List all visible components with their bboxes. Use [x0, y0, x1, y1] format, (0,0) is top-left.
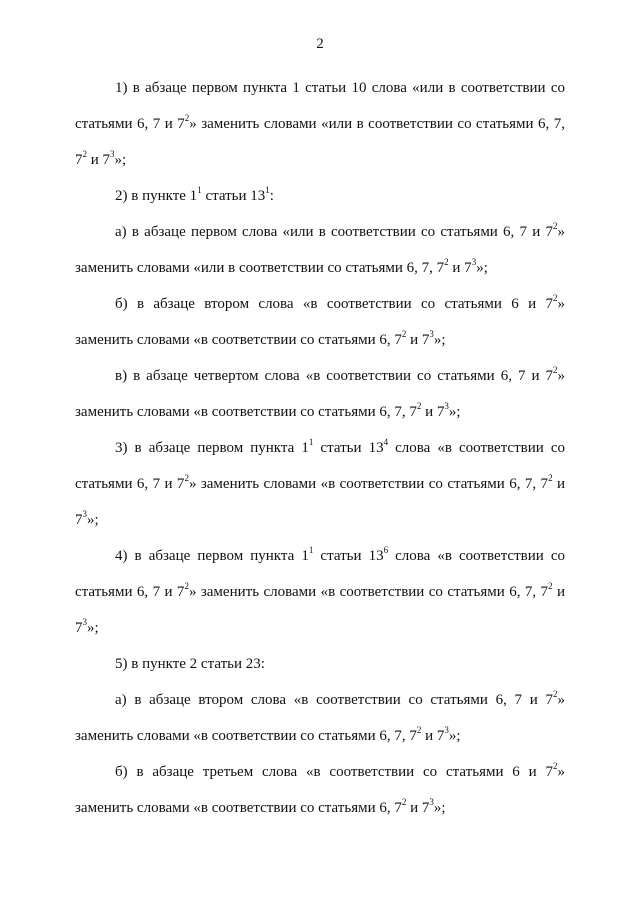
paragraph — [75, 358, 565, 430]
superscript: 2 — [548, 473, 553, 483]
paragraph — [75, 214, 565, 286]
text-run: б) в абзаце втором слова «в соответствии со статьями 6 и 7 — [115, 296, 553, 312]
text-run: »; — [114, 152, 127, 168]
superscript: 4 — [383, 437, 389, 447]
text-run: »; — [87, 620, 99, 636]
paragraph — [75, 178, 565, 214]
document-body — [75, 70, 565, 826]
text-run: и 7 — [75, 476, 566, 528]
text-run: и 7 — [406, 332, 430, 348]
superscript: 2 — [416, 725, 422, 735]
text-run: » заменить словами «в соответствии со статьями 6, 7 — [75, 764, 565, 816]
paragraph — [75, 430, 565, 538]
text-run: в) в абзаце четвертом слова «в соответствии со статьями 6, 7 и 7 — [115, 368, 553, 384]
superscript: 2 — [553, 365, 558, 375]
superscript: 6 — [383, 545, 389, 555]
superscript: 2 — [401, 797, 407, 807]
text-run: 1) в абзаце первом пункта 1 статьи 10 слова «или в соответствии со статьями 6, 7 и 7 — [75, 80, 565, 132]
superscript: 3 — [444, 401, 449, 411]
text-run: слова «в соответствии со статьями 6, 7 и 7 — [75, 440, 565, 492]
text-run: » заменить словами «в соответствии со статьями 6, 7, 7 — [188, 584, 549, 600]
text-run: и 7 — [75, 584, 566, 636]
text-run: и 7 — [406, 800, 430, 816]
text-run: 4) в абзаце первом пункта 1 — [115, 548, 309, 564]
superscript: 3 — [110, 149, 115, 159]
text-run: »; — [87, 512, 99, 528]
paragraph — [75, 754, 565, 826]
paragraph — [75, 682, 565, 754]
superscript: 2 — [184, 473, 189, 483]
superscript: 1 — [308, 437, 314, 447]
text-run: и 7 — [448, 260, 472, 276]
superscript: 1 — [197, 185, 202, 195]
superscript: 2 — [401, 329, 407, 339]
superscript: 2 — [184, 113, 190, 123]
text-run: 3) в абзаце первом пункта 1 — [115, 440, 309, 456]
text-run: и 7 — [87, 152, 111, 168]
text-run: »; — [433, 332, 446, 348]
text-run: » заменить словами «в соответствии со статьями 6, 7, 7 — [188, 476, 549, 492]
text-run: » заменить словами «в соответствии со статьями 6, 7 — [75, 296, 565, 348]
superscript: 3 — [429, 797, 434, 807]
superscript: 2 — [416, 401, 422, 411]
superscript: 2 — [444, 257, 449, 267]
superscript: 2 — [184, 581, 189, 591]
superscript: 3 — [471, 257, 477, 267]
text-run: » заменить словами «в соответствии со статьями 6, 7, 7 — [75, 368, 565, 420]
text-run: слова «в соответствии со статьями 6, 7 и 7 — [75, 548, 565, 600]
text-run: 2) в пункте 1 — [115, 188, 198, 204]
superscript: 3 — [444, 725, 449, 735]
superscript: 3 — [82, 509, 87, 519]
superscript: 2 — [553, 221, 558, 231]
page-number: 2 — [316, 36, 324, 52]
text-run: а) в абзаце первом слова «или в соответствии со статьями 6, 7 и 7 — [115, 224, 553, 240]
superscript: 2 — [553, 293, 558, 303]
paragraph — [75, 70, 565, 178]
superscript: 1 — [308, 545, 314, 555]
text-run: и 7 — [421, 728, 445, 744]
text-run: : — [269, 188, 274, 204]
superscript: 2 — [553, 689, 558, 699]
superscript: 3 — [429, 329, 434, 339]
text-run: статьи 13 — [201, 188, 266, 204]
text-run: статьи 13 — [313, 548, 384, 564]
superscript: 1 — [265, 185, 270, 195]
superscript: 3 — [82, 617, 87, 627]
text-run: а) в абзаце втором слова «в соответствии со статьями 6, 7 и 7 — [115, 692, 553, 708]
paragraph — [75, 646, 565, 682]
superscript: 2 — [82, 149, 87, 159]
text-run: »; — [448, 404, 461, 420]
superscript: 2 — [548, 581, 553, 591]
text-run: »; — [433, 800, 446, 816]
text-run: »; — [448, 728, 461, 744]
text-run: и 7 — [421, 404, 445, 420]
paragraph — [75, 538, 565, 646]
text-run: » заменить словами «в соответствии со статьями 6, 7, 7 — [75, 692, 565, 744]
superscript: 2 — [553, 761, 558, 771]
text-run: »; — [476, 260, 488, 276]
text-run: б) в абзаце третьем слова «в соответствии со статьями 6 и 7 — [115, 764, 553, 780]
text-run: 5) в пункте 2 статьи 23: — [115, 656, 265, 672]
text-run: » заменить словами «или в соответствии со статьями 6, 7, 7 — [75, 224, 565, 276]
text-run: статьи 13 — [313, 440, 384, 456]
paragraph — [75, 286, 565, 358]
text-run: » заменить словами «или в соответствии со статьями 6, 7, 7 — [75, 116, 566, 168]
